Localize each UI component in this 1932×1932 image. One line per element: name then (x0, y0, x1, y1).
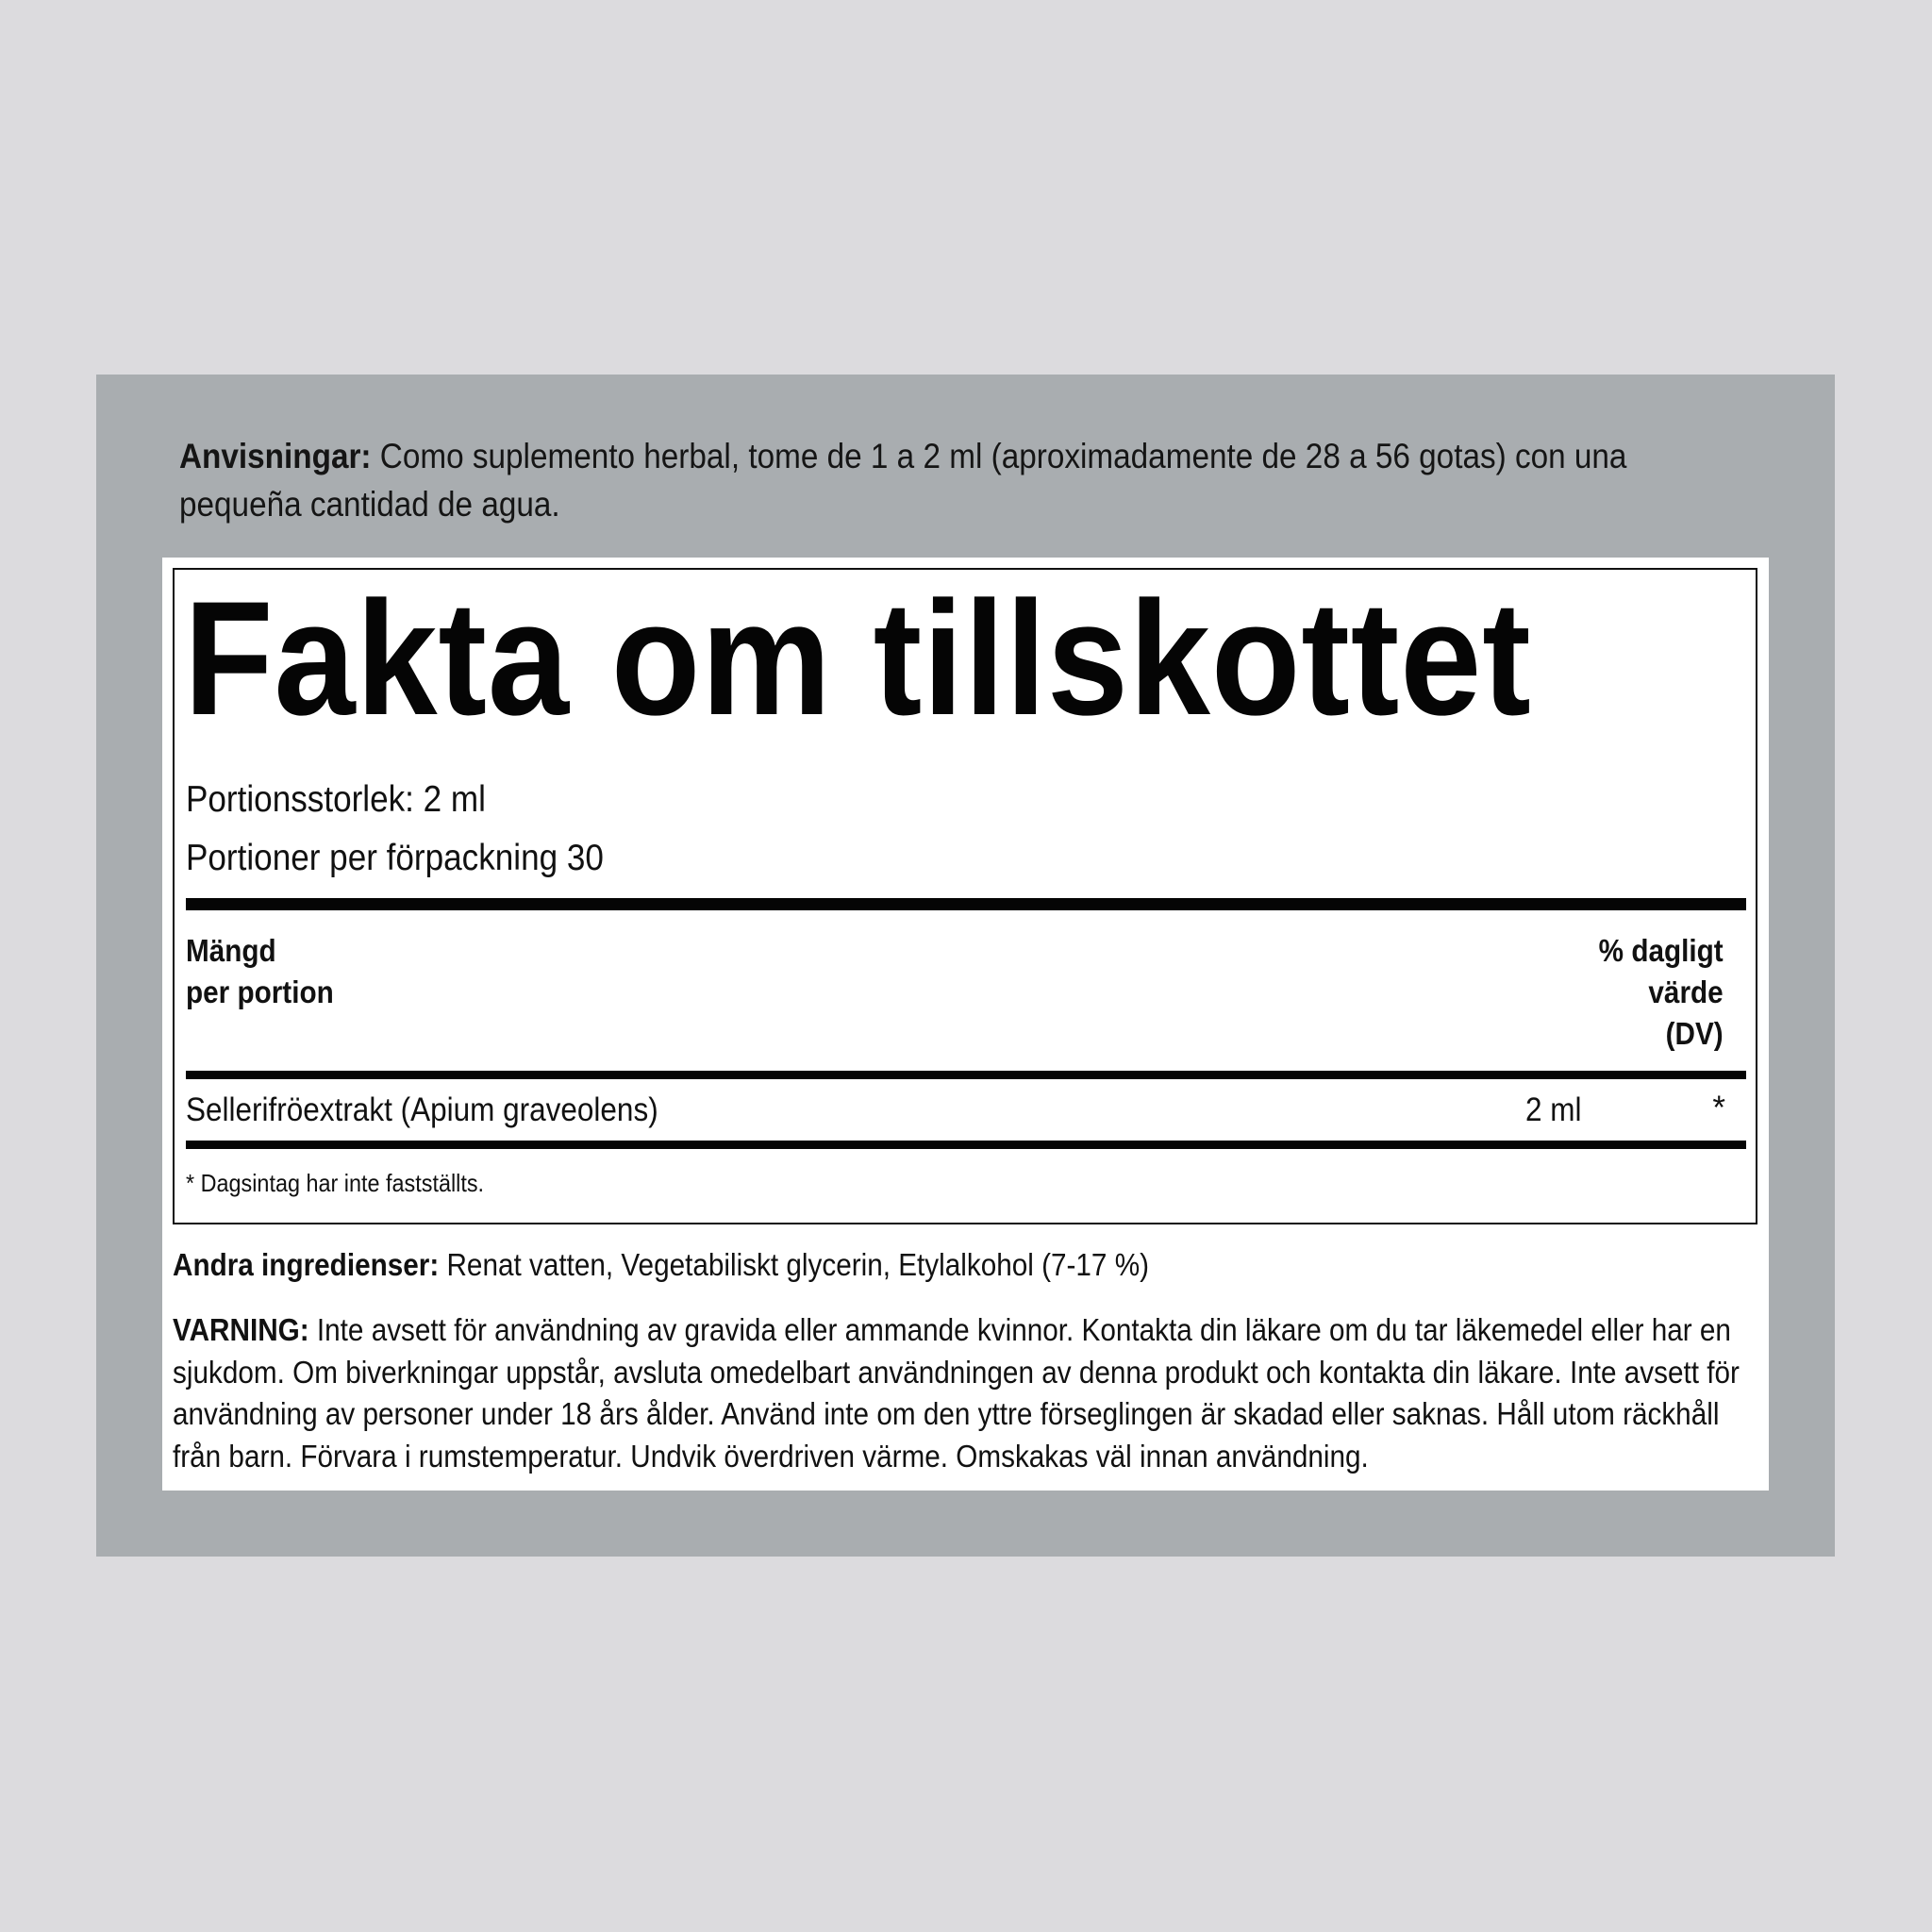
bottom-divider (186, 1141, 1746, 1149)
dv-header-line1: % dagligt (1598, 933, 1724, 968)
directions-text (179, 432, 1746, 528)
ingredient-name: Sellerifröextrakt (Apium graveolens) (186, 1091, 658, 1128)
dv-header-line2: värde (1648, 974, 1724, 1009)
other-ingredients (173, 1243, 1149, 1287)
amount-per-serving-header (186, 930, 334, 1013)
amount-header-line2: per portion (186, 974, 334, 1009)
directions-label: Anvisningar: (179, 437, 372, 475)
warning-text (173, 1309, 1769, 1477)
other-ingredients-body: Renat vatten, Vegetabiliskt glycerin, Etylalkohol (7-17 %) (439, 1247, 1150, 1282)
medium-divider (186, 1071, 1746, 1079)
ingredient-amount: 2 ml (1525, 1091, 1582, 1128)
daily-value-header (1599, 930, 1724, 1055)
daily-value-footnote: * Dagsintag har inte fastställts. (186, 1169, 485, 1197)
ingredient-daily-value: * (1712, 1090, 1725, 1126)
warning-label: VARNING: (173, 1312, 309, 1347)
directions-body: Como suplemento herbal, tome de 1 a 2 ml (aproximadamente de 28 a 56 gotas) con una pequeña cantidad de agua. (179, 437, 1627, 524)
servings-per-container: Portioner per förpackning 30 (186, 838, 604, 878)
supplement-facts-box (173, 568, 1757, 1224)
facts-title: Fakta om tillskottet (184, 568, 1532, 749)
dv-header-line3: (DV) (1665, 1016, 1724, 1051)
thick-divider (186, 898, 1746, 910)
other-ingredients-label: Andra ingredienser: (173, 1247, 440, 1282)
ingredient-row (186, 1084, 1746, 1135)
amount-header-line1: Mängd (186, 933, 276, 968)
warning-body: Inte avsett för användning av gravida eller ammande kvinnor. Kontakta din läkare om du tar läkemedel eller har en sjukdom. Om biverkningar uppstår, avsluta omedelbart användningen av denna produkt och kontakta din läkare. Inte avsett för användning av personer under 18 års ålder. Använd inte om den yttre förseglingen är skadad eller saknas. Håll utom räckhåll från barn. Förvara i rumstemperatur. Undvik överdriven värme. Omskakas väl innan användning. (173, 1312, 1740, 1474)
serving-size: Portionsstorlek: 2 ml (186, 779, 486, 820)
